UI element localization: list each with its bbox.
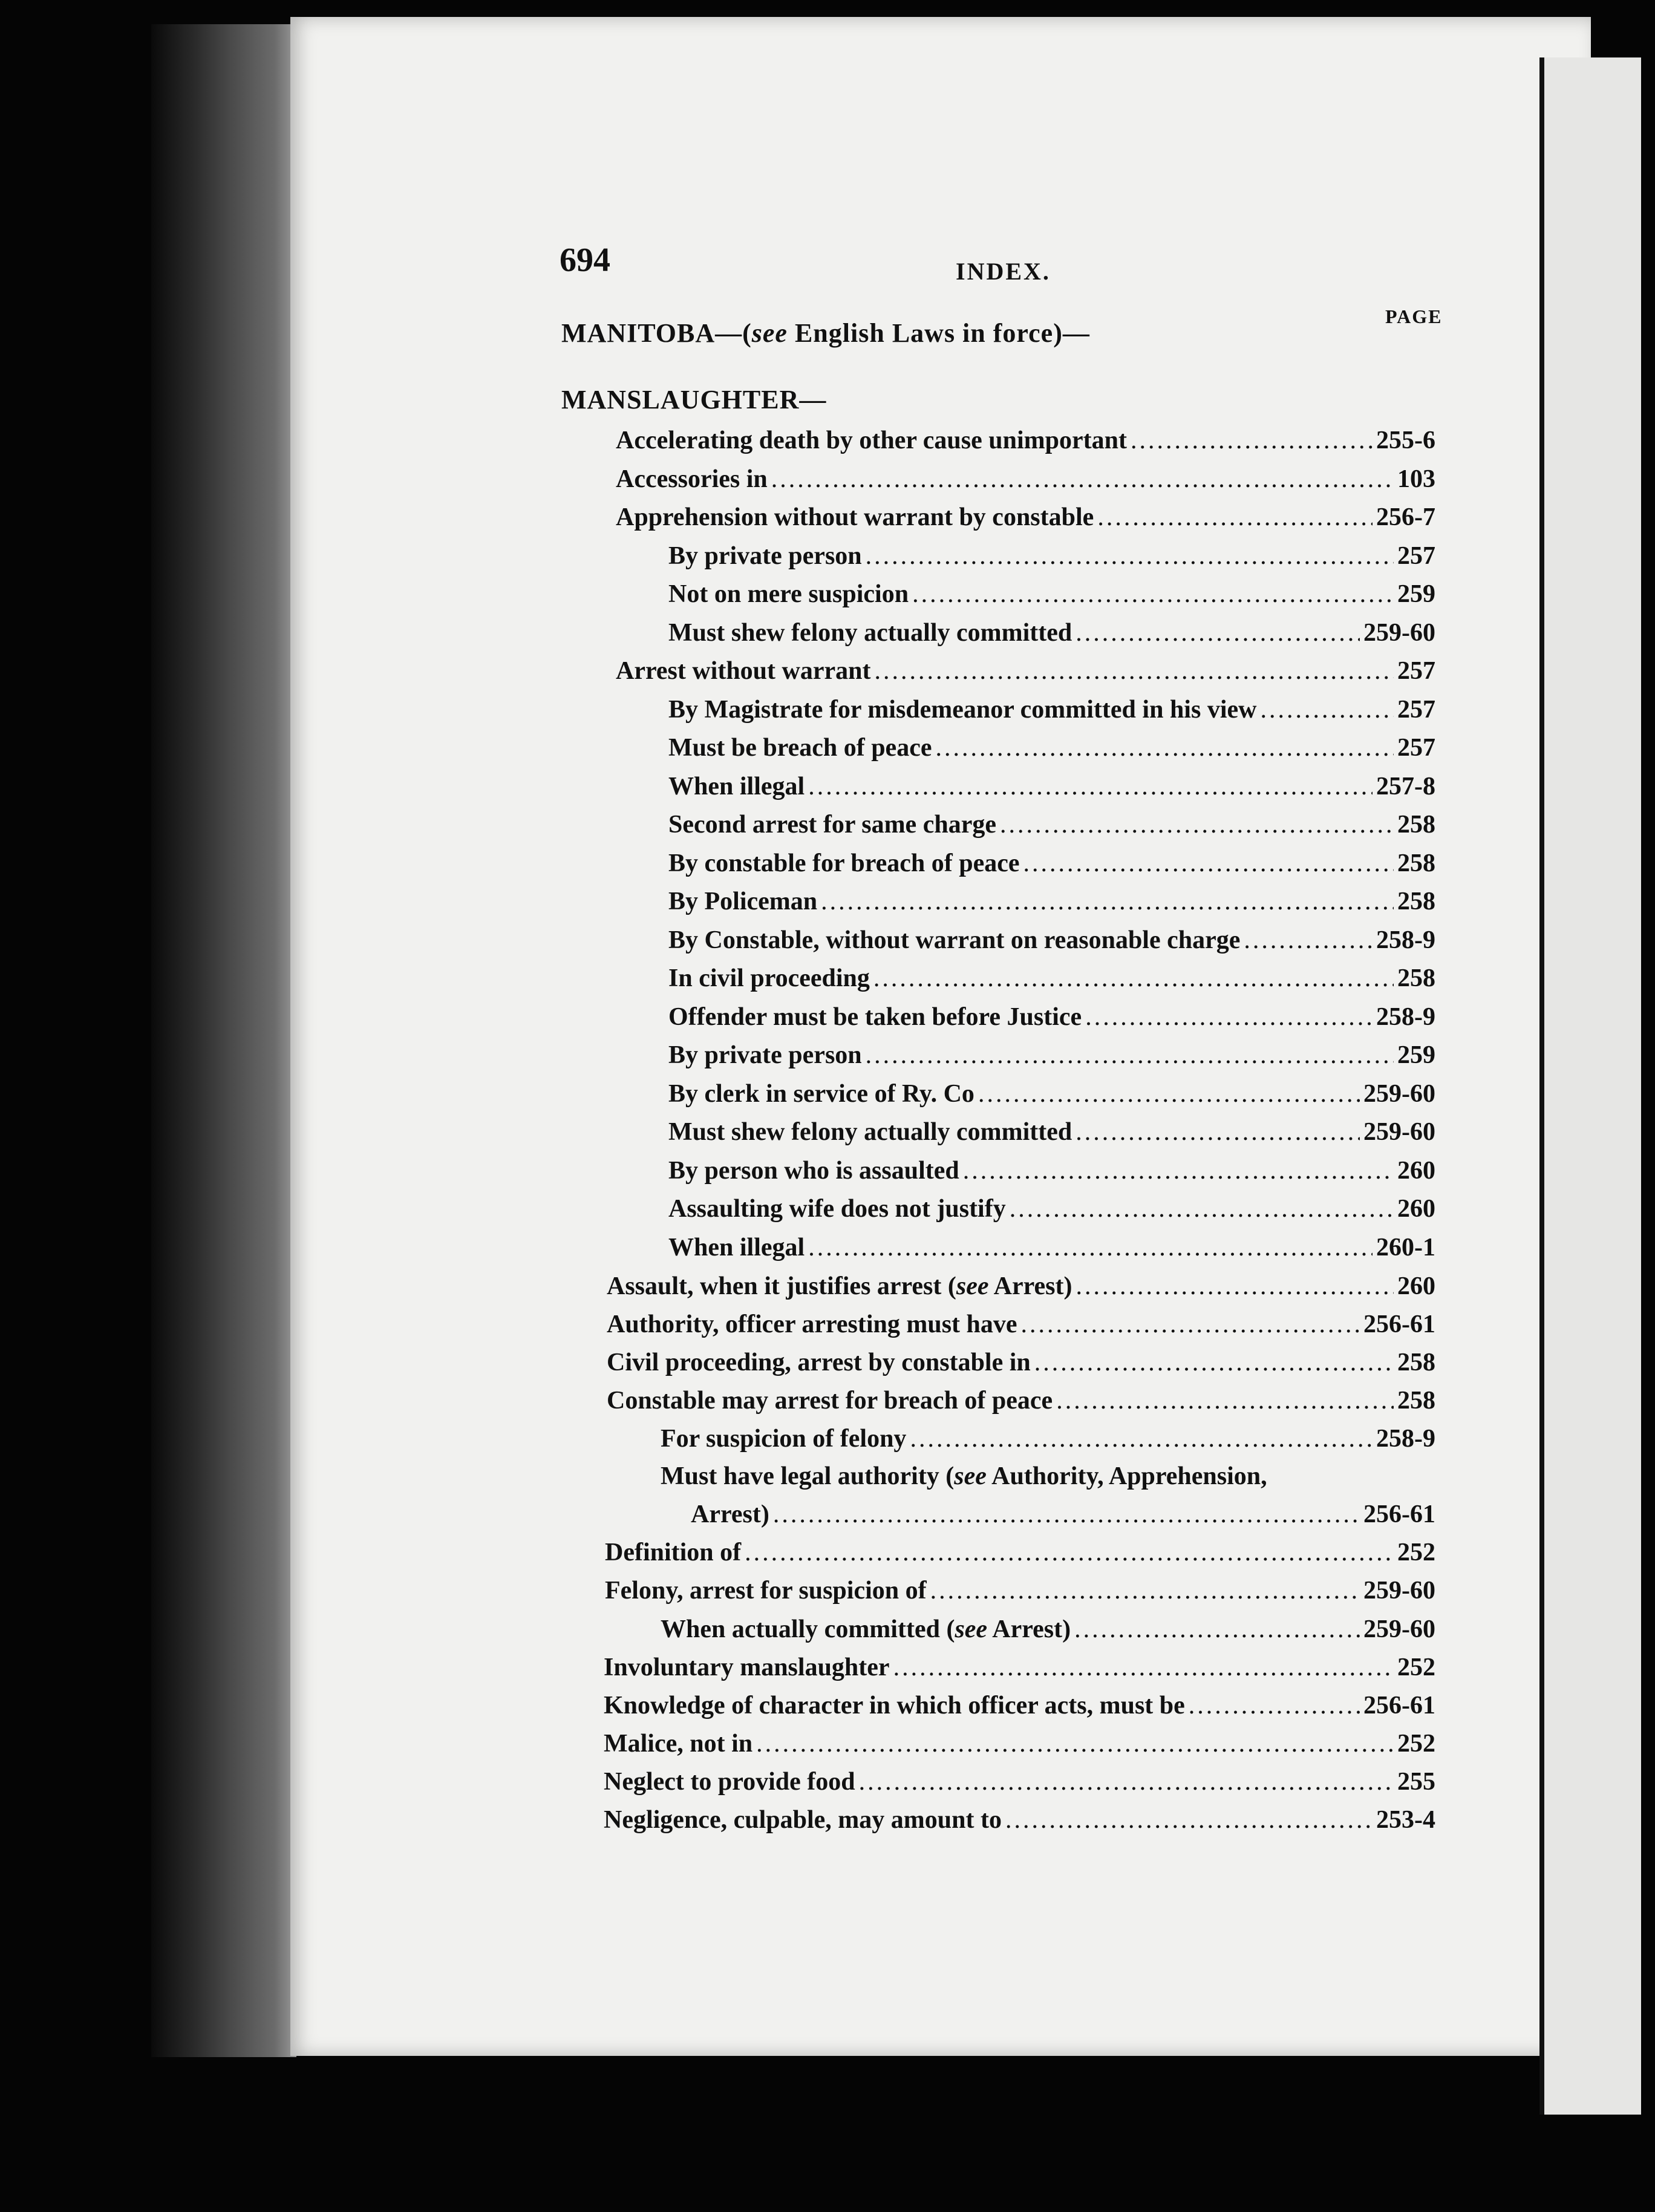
index-entry xyxy=(605,1574,1435,1608)
entry-page: 103 xyxy=(1397,465,1435,493)
index-entry xyxy=(668,1038,1435,1072)
entry-page: 260 xyxy=(1397,1272,1435,1300)
entry-text: By person who is assaulted xyxy=(668,1156,959,1185)
dot-leader xyxy=(808,770,1373,803)
entry-text: Neglect to provide food xyxy=(604,1768,855,1796)
dot-leader xyxy=(912,577,1394,611)
dot-leader xyxy=(1010,1192,1394,1226)
dot-leader xyxy=(978,1077,1360,1111)
dot-leader xyxy=(745,1536,1394,1569)
index-entry xyxy=(668,1192,1435,1226)
entry-page: 258 xyxy=(1397,888,1435,915)
index-entry xyxy=(668,731,1435,765)
entry-text: Must shew felony actually committed xyxy=(668,618,1072,647)
heading-reference: English Laws in force)— xyxy=(787,318,1090,348)
entry-text: Apprehension without warrant by constable xyxy=(616,503,1094,531)
index-entry xyxy=(668,616,1435,650)
entry-text: Arrest) xyxy=(691,1500,769,1528)
entry-page: 256-61 xyxy=(1363,1500,1435,1528)
dot-leader xyxy=(773,1497,1360,1531)
entry-text: For suspicion of felony xyxy=(661,1425,907,1453)
index-entry xyxy=(605,1536,1435,1569)
entry-text: When actually committed (see Arrest) xyxy=(661,1615,1071,1643)
entry-page: 253-4 xyxy=(1376,1806,1435,1834)
entry-text: Assaulting wife does not justify xyxy=(668,1195,1006,1223)
entry-text: Arrest without warrant xyxy=(616,657,871,685)
entry-page: 252 xyxy=(1397,1539,1435,1566)
index-entry xyxy=(668,846,1435,880)
index-entry xyxy=(668,885,1435,918)
entry-page: 259-60 xyxy=(1363,1118,1435,1146)
dot-leader xyxy=(1097,500,1373,534)
dot-leader xyxy=(866,1038,1394,1072)
index-entry xyxy=(607,1307,1435,1341)
dot-leader xyxy=(910,1422,1373,1456)
entry-text: Assault, when it justifies arrest (see Arrest) xyxy=(607,1272,1072,1300)
book-spine-edge xyxy=(151,24,296,2057)
dot-leader xyxy=(771,462,1394,496)
dot-leader xyxy=(1076,1115,1360,1149)
page-number: 694 xyxy=(560,241,610,279)
entry-text: Civil proceeding, arrest by constable in xyxy=(607,1349,1031,1376)
dot-leader xyxy=(1076,1269,1394,1303)
entry-text: In civil proceeding xyxy=(668,964,870,992)
dot-leader xyxy=(1034,1346,1394,1379)
dot-leader xyxy=(1056,1384,1394,1418)
dot-leader xyxy=(935,731,1394,765)
entry-page: 255 xyxy=(1397,1768,1435,1796)
page-column-label: PAGE xyxy=(1385,306,1443,327)
entry-text: Must be breach of peace xyxy=(668,734,932,762)
index-heading-manslaughter: MANSLAUGHTER— xyxy=(561,385,827,414)
entry-page: 258 xyxy=(1397,964,1435,992)
entry-page: 259-60 xyxy=(1363,1079,1435,1108)
entry-text: By constable for breach of peace xyxy=(668,849,1020,877)
dot-leader xyxy=(1244,923,1373,957)
entry-page: 259 xyxy=(1397,580,1435,608)
entry-page: 255-6 xyxy=(1376,427,1435,454)
index-entry-continuation xyxy=(691,1497,1435,1531)
entry-page: 257 xyxy=(1397,542,1435,570)
entry-text: Knowledge of character in which officer acts, must be xyxy=(604,1692,1185,1720)
entry-text: Involuntary manslaughter xyxy=(604,1654,890,1681)
dot-leader xyxy=(1085,1000,1373,1034)
index-entry xyxy=(607,1384,1435,1418)
entry-text: By private person xyxy=(668,542,862,570)
entry-text: Accessories in xyxy=(616,465,768,493)
entry-page: 258-9 xyxy=(1376,1003,1435,1031)
dot-leader xyxy=(1021,1307,1360,1341)
index-entry xyxy=(668,539,1435,573)
index-entry xyxy=(668,1077,1435,1111)
index-entry xyxy=(604,1689,1435,1723)
facing-page-edge xyxy=(1539,57,1641,2115)
entry-page: 258 xyxy=(1397,811,1435,839)
dot-leader xyxy=(963,1154,1394,1188)
entry-page: 257 xyxy=(1397,657,1435,685)
entry-text: Malice, not in xyxy=(604,1730,753,1758)
entry-page: 252 xyxy=(1397,1654,1435,1681)
index-entry xyxy=(668,1000,1435,1034)
dot-leader xyxy=(821,885,1394,918)
index-heading-manitoba xyxy=(561,318,1090,348)
entry-text: Constable may arrest for breach of peace xyxy=(607,1387,1053,1415)
dot-leader xyxy=(1023,846,1394,880)
dot-leader xyxy=(808,1231,1373,1265)
entry-page: 259-60 xyxy=(1363,1615,1435,1643)
entry-page: 258 xyxy=(1397,849,1435,877)
dot-leader xyxy=(930,1574,1360,1608)
dot-leader xyxy=(874,654,1394,688)
index-entry-multiline: Must have legal authority (see Authority, Apprehension, xyxy=(661,1462,1267,1490)
index-entry xyxy=(604,1765,1435,1799)
entry-page: 258-9 xyxy=(1376,1425,1435,1453)
dot-leader xyxy=(859,1765,1394,1799)
dot-leader xyxy=(1189,1689,1360,1723)
entry-text: By clerk in service of Ry. Co xyxy=(668,1079,974,1108)
index-entry xyxy=(668,1231,1435,1265)
entry-text: Negligence, culpable, may amount to xyxy=(604,1806,1002,1834)
dot-leader xyxy=(1076,616,1360,650)
entry-text: Felony, arrest for suspicion of xyxy=(605,1577,927,1605)
dot-leader xyxy=(1074,1612,1360,1646)
dot-leader xyxy=(866,539,1394,573)
index-entry xyxy=(607,1269,1435,1303)
entry-text: Definition of xyxy=(605,1539,742,1566)
index-entry xyxy=(607,1346,1435,1379)
index-entry xyxy=(661,1422,1435,1456)
dot-leader xyxy=(1131,424,1373,457)
entry-text: By Constable, without warrant on reasonable charge xyxy=(668,926,1241,954)
entry-page: 260 xyxy=(1397,1195,1435,1223)
entry-page: 256-61 xyxy=(1363,1692,1435,1720)
index-entry xyxy=(668,808,1435,842)
entry-text: Offender must be taken before Justice xyxy=(668,1003,1082,1031)
entry-page: 259-60 xyxy=(1363,1577,1435,1605)
dot-leader xyxy=(873,961,1394,995)
entry-page: 260-1 xyxy=(1376,1233,1435,1261)
entry-page: 257-8 xyxy=(1376,772,1435,800)
index-entry xyxy=(616,462,1435,496)
index-entry xyxy=(616,654,1435,688)
entry-text: When illegal xyxy=(668,772,805,800)
entry-page: 259 xyxy=(1397,1041,1435,1069)
entry-page: 256-7 xyxy=(1376,503,1435,531)
entry-page: 258 xyxy=(1397,1349,1435,1376)
index-entry xyxy=(661,1612,1435,1646)
entry-page: 252 xyxy=(1397,1730,1435,1758)
entry-page: 260 xyxy=(1397,1156,1435,1185)
index-entry xyxy=(604,1803,1435,1837)
entry-page: 258 xyxy=(1397,1387,1435,1415)
entry-text: When illegal xyxy=(668,1233,805,1261)
index-entry xyxy=(604,1651,1435,1684)
dot-leader xyxy=(1260,693,1394,727)
running-head: INDEX. xyxy=(956,258,1051,285)
index-entry xyxy=(616,500,1435,534)
entry-page: 257 xyxy=(1397,695,1435,724)
see-reference: see xyxy=(751,318,788,348)
entry-page: 256-61 xyxy=(1363,1311,1435,1338)
entry-text: Not on mere suspicion xyxy=(668,580,909,608)
index-entry xyxy=(668,961,1435,995)
entry-text: By Policeman xyxy=(668,888,818,915)
index-entry xyxy=(668,1115,1435,1149)
entry-text: By Magistrate for misdemeanor committed in his view xyxy=(668,695,1257,724)
dot-leader xyxy=(1000,808,1394,842)
index-entry xyxy=(604,1727,1435,1761)
entry-page: 257 xyxy=(1397,734,1435,762)
dot-leader xyxy=(893,1651,1394,1684)
entry-text: By private person xyxy=(668,1041,862,1069)
index-entry xyxy=(668,577,1435,611)
dot-leader xyxy=(756,1727,1394,1761)
entry-page: 259-60 xyxy=(1363,618,1435,647)
index-entry xyxy=(668,770,1435,803)
index-entry xyxy=(668,693,1435,727)
entry-text: Second arrest for same charge xyxy=(668,811,996,839)
index-entry xyxy=(668,923,1435,957)
heading-term: MANITOBA xyxy=(561,318,716,348)
entry-text: Authority, officer arresting must have xyxy=(607,1311,1017,1338)
dot-leader xyxy=(1005,1803,1373,1837)
entry-text: Must shew felony actually committed xyxy=(668,1118,1072,1146)
entry-text: Accelerating death by other cause unimportant xyxy=(616,427,1127,454)
index-entry xyxy=(668,1154,1435,1188)
entry-page: 258-9 xyxy=(1376,926,1435,954)
heading-dash: —( xyxy=(715,318,752,348)
index-entry xyxy=(616,424,1435,457)
